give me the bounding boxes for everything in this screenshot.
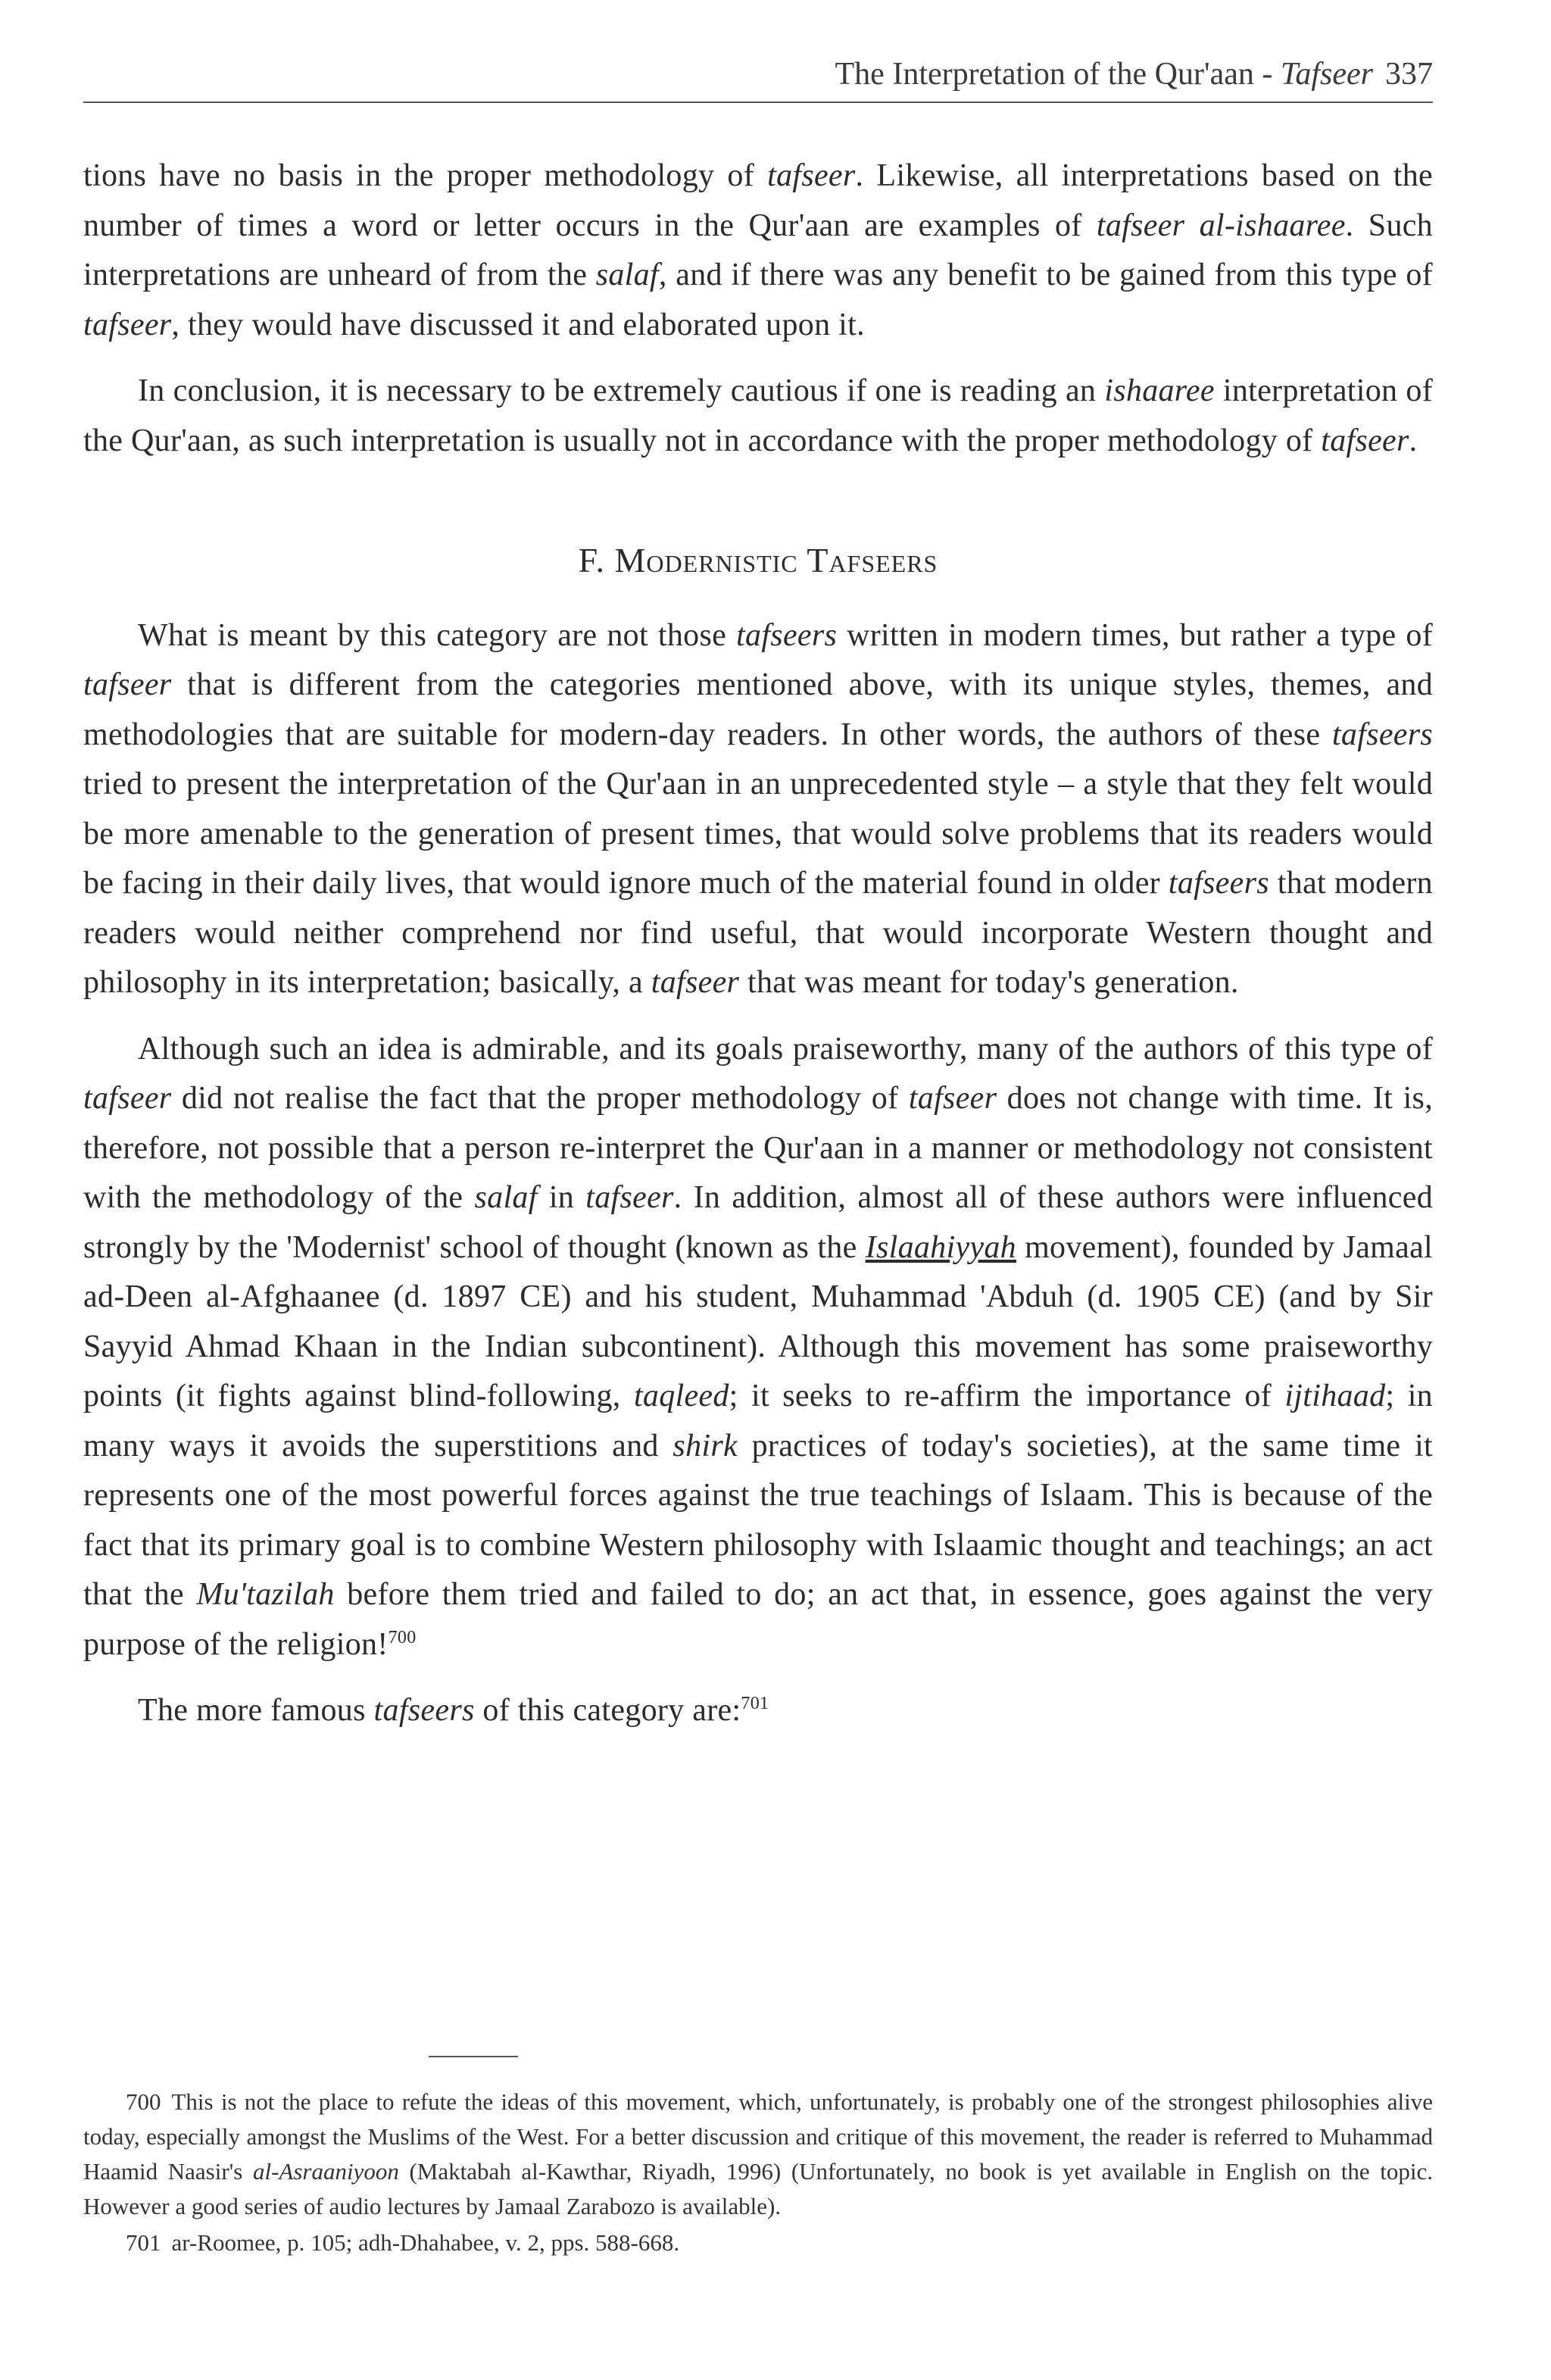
header-title: The Interpretation of the Qur'aan - Tafseer: [835, 57, 1373, 92]
paragraph-3: What is meant by this category are not those tafseers written in modern times, but rather a type of tafseer that is different from the categories mentioned above, with its unique styles, themes, and methodologies that are suitable for modern-day readers. In other words, the authors of these tafseers tried to present the interpretation of the Qur'aan in an unprecedented style – a style that they felt would be more amenable to the generation of present times, that would solve problems that its readers would be facing in their daily lives, that would ignore much of the material found in older tafseers that modern readers would neither comprehend nor find useful, that would incorporate Western thought and philosophy in its interpretation; basically, a tafseer that was meant for today's generation.: [83, 617, 1433, 1000]
footnote-ref-701: 701: [741, 1694, 769, 1713]
paragraph-4: Although such an idea is admirable, and its goals praiseworthy, many of the authors of this type of tafseer did not realise the fact that the proper methodology of tafseer does not change with time. It is, therefore, not possible that a person re-interpret the Qur'aan in a manner or methodology not consistent with the methodology of the salaf in tafseer. In addition, almost all of these authors were influenced strongly by the 'Modernist' school of thought (known as the Islaahiyyah movement), founded by Jamaal ad-Deen al-Afghaanee (d. 1897 CE) and his student, Muhammad 'Abduh (d. 1905 CE) (and by Sir Sayyid Ahmad Khaan in the Indian subcontinent). Although this movement has some praiseworthy points (it fights against blind-following, taqleed; it seeks to re-affirm the importance of ijtihaad; in many ways it avoids the superstitions and shirk practices of today's societies), at the same time it represents one of the most powerful forces against the true teachings of Islaam. This is because of the fact that its primary goal is to combine Western philosophy with Islaamic thought and teachings; an act that the Mu'tazilah before them tried and failed to do; an act that, in essence, goes against the very purpose of the religion!$^{700}$: [83, 1031, 1434, 1662]
footnote-700: 700 This is not the place to refute the ideas of this movement, which, unfortunately, is probably one of the strongest philosophies alive today, especially amongst the Muslims of the West. For a better discussion and critique of this movement, the reader is referred to Muhammad Haamid Naasir's al-Asraaniyoon (Maktabah al-Kawthar, Riyadh, 1996) (Unfortunately, no book is yet available in English on the topic. However a good series of audio lectures by Jamaal Zarabozo is available).: [83, 2088, 1434, 2219]
footnote-number: 701: [126, 2229, 161, 2256]
main-text: [83, 151, 1433, 1736]
footnote-ref-700: 700: [388, 1627, 417, 1648]
paragraph-2: In conclusion, it is necessary to be extremely cautious if one is reading an ishaaree interpretation of the Qur'aan, as such interpretation is usually not in accordance with the proper methodology of tafseer.: [83, 373, 1433, 458]
paragraph-1: tions have no basis in the proper methodology of tafseer. Likewise, all interpretations based on the number of times a word or letter occurs in the Qur'aan are examples of tafseer al-ishaaree. Such interpretations are unheard of from the salaf, and if there was any benefit to be gained from this type of tafseer, they would have discussed it and elaborated upon it.: [83, 158, 1433, 342]
footnote-number: 700: [126, 2088, 161, 2115]
footnote-divider: [429, 2056, 518, 2057]
running-header: [83, 47, 1433, 103]
section-heading: F. Modernistic Tafseers: [578, 541, 938, 579]
paragraph-5: The more famous tafseers of this category are:$^{701}$: [138, 1693, 769, 1728]
footnotes: [83, 2085, 1433, 2260]
header-title-italic: Tafseer: [1280, 57, 1373, 92]
footnote-701: 701 ar-Roomee, p. 105; adh-Dhahabee, v. 2, pps. 588-668.: [126, 2229, 680, 2256]
page-number: 337: [1385, 57, 1433, 92]
